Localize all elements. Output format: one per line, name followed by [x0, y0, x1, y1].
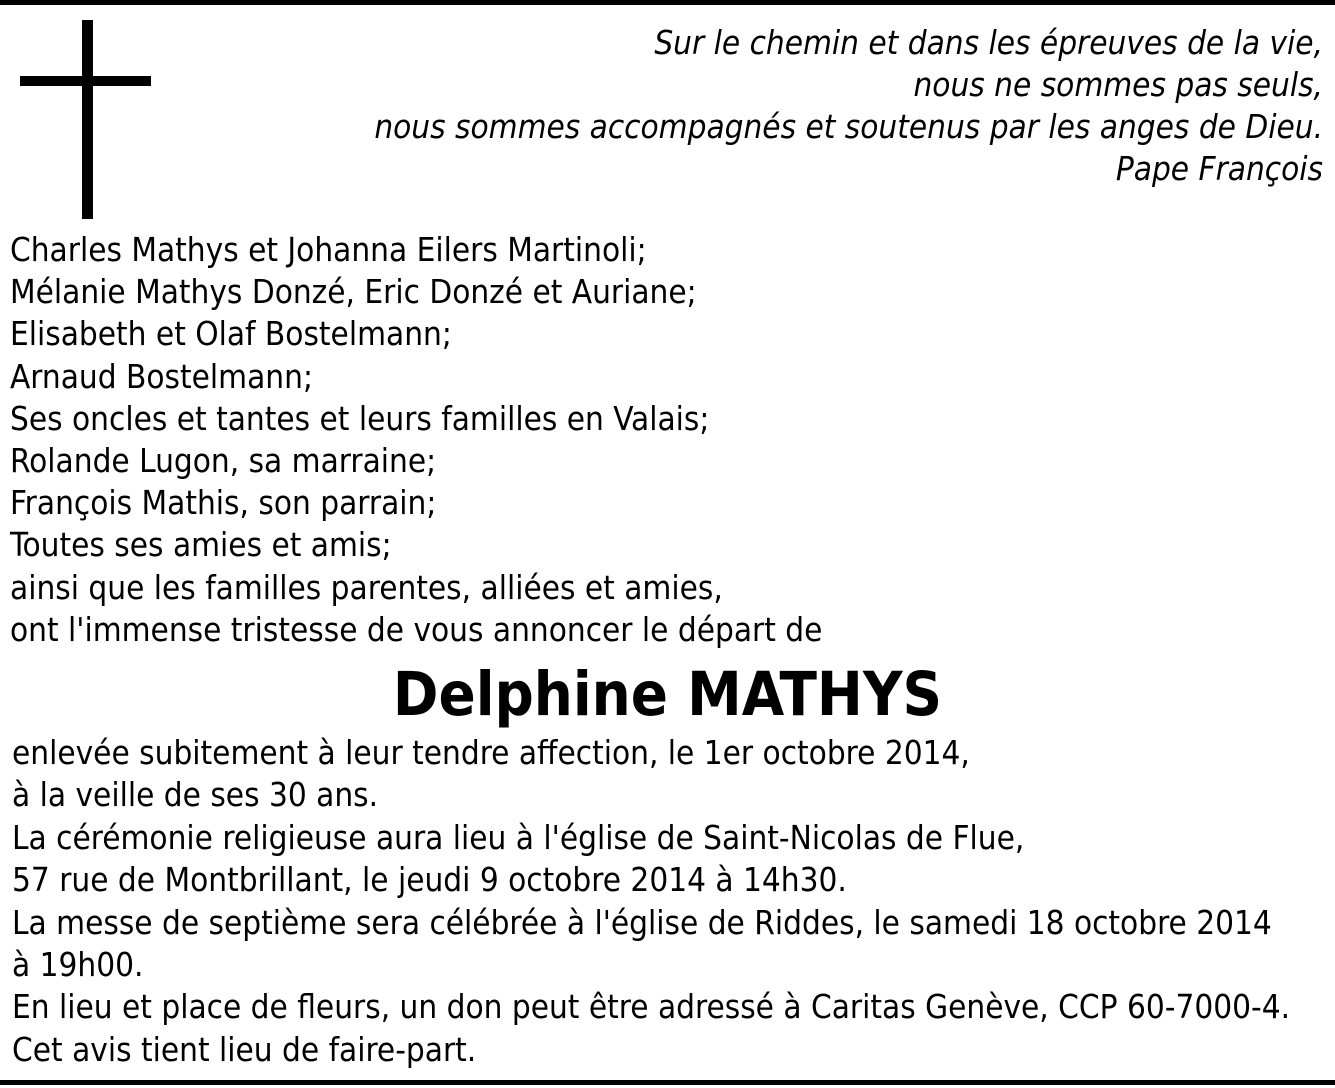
deceased-name: Delphine MATHYS	[392, 659, 943, 730]
bottom-border-rule	[0, 1080, 1335, 1085]
family-line: Rolande Lugon, sa marraine;	[10, 441, 437, 481]
family-line: Charles Mathys et Johanna Eilers Martinoli;	[10, 230, 647, 269]
announcement-line: ont l'immense tristesse de vous annoncer le départ de	[10, 609, 823, 649]
details-line: La messe de septième sera célébrée à l'église de Riddes, le samedi 18 octobre 2014	[12, 902, 1272, 942]
details-line: à 19h00.	[12, 945, 144, 985]
cross-vertical-bar	[82, 20, 93, 219]
cross-icon	[20, 20, 151, 219]
family-line: François Mathis, son parrain;	[10, 483, 437, 523]
details-line: à la veille de ses 30 ans.	[12, 775, 379, 815]
details-line: 57 rue de Montbrillant, le jeudi 9 octobre 2014 à 14h30.	[12, 860, 847, 900]
epigraph-quote	[374, 22, 1323, 190]
details-line: En lieu et place de fleurs, un don peut être adressé à Caritas Genève, CCP 60-7000-4.	[12, 987, 1291, 1027]
family-line: Ses oncles et tantes et leurs familles en Valais;	[10, 398, 710, 438]
quote-line: Sur le chemin et dans les épreuves de la vie,	[654, 23, 1323, 62]
family-line: Toutes ses amies et amis;	[10, 525, 392, 565]
quote-author: Pape François	[1115, 149, 1323, 188]
quote-line: nous ne sommes pas seuls,	[913, 65, 1323, 104]
family-line: Mélanie Mathys Donzé, Eric Donzé et Auriane;	[10, 272, 697, 312]
details-line: Cet avis tient lieu de faire-part.	[12, 1029, 477, 1069]
family-line: ainsi que les familles parentes, alliées et amies,	[10, 567, 723, 607]
top-border-rule	[0, 0, 1335, 5]
family-line: Arnaud Bostelmann;	[10, 356, 313, 396]
details-line: enlevée subitement à leur tendre affection, le 1er octobre 2014,	[12, 733, 970, 772]
details-line: La cérémonie religieuse aura lieu à l'église de Saint-Nicolas de Flue,	[12, 817, 1025, 857]
cross-horizontal-bar	[20, 76, 151, 86]
family-line: Elisabeth et Olaf Bostelmann;	[10, 314, 452, 354]
ceremony-details	[12, 732, 1290, 1071]
family-list	[10, 229, 822, 651]
quote-line: nous sommes accompagnés et soutenus par les anges de Dieu.	[374, 107, 1323, 146]
